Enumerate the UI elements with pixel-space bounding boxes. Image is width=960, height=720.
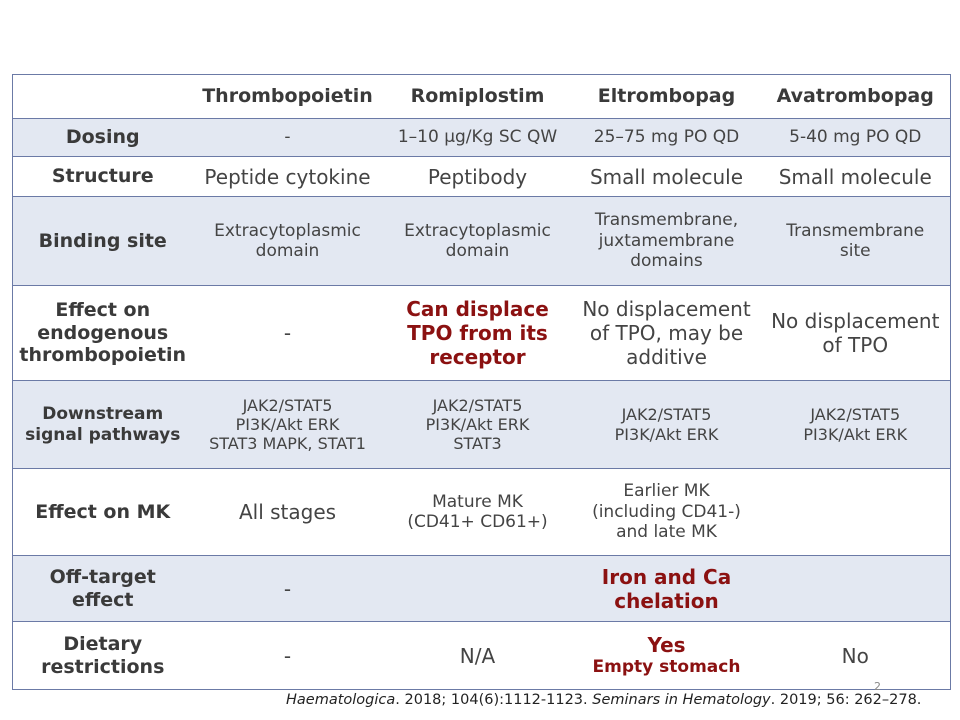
cell-dosing-romiplostim: 1–10 µg/Kg SC QW bbox=[383, 119, 573, 157]
cell-effect-tpo-romiplostim bbox=[383, 286, 573, 381]
cell-dosing-avatrombopag: 5-40 mg PO QD bbox=[761, 119, 951, 157]
citation-ref-1: . 2018; 104(6):1112-1123. bbox=[395, 692, 593, 708]
cell-effect-mk-thrombopoietin: All stages bbox=[193, 469, 383, 556]
cell-line: PI3K/Akt ERK bbox=[425, 414, 530, 434]
cell-structure-eltrombopag: Small molecule bbox=[573, 157, 761, 197]
row-label-line: Effect on bbox=[55, 298, 151, 321]
cell-dietary-thrombopoietin: - bbox=[193, 622, 383, 690]
cell-line: domain bbox=[445, 241, 510, 261]
cell-dietary-romiplostim: N/A bbox=[383, 622, 573, 690]
citation-ref-2: . 2019; 56: 262–278. bbox=[770, 692, 922, 708]
cell-binding-romiplostim bbox=[383, 197, 573, 286]
cell-dietary-avatrombopag: No bbox=[761, 622, 951, 690]
row-label-dosing: Dosing bbox=[13, 119, 193, 157]
row-off-target bbox=[13, 556, 951, 622]
row-label-line: Dietary bbox=[63, 632, 143, 655]
cell-off-target-thrombopoietin: - bbox=[193, 556, 383, 622]
cell-binding-eltrombopag bbox=[573, 197, 761, 286]
row-label-structure: Structure bbox=[13, 157, 193, 197]
page-number: 2 bbox=[874, 680, 881, 693]
cell-effect-tpo-eltrombopag bbox=[573, 286, 761, 381]
cell-line: JAK2/STAT5 bbox=[810, 405, 901, 425]
cell-line: TPO from its bbox=[407, 321, 548, 345]
cell-line: Yes bbox=[647, 633, 686, 658]
row-structure bbox=[13, 157, 951, 197]
cell-line: Empty stomach bbox=[592, 657, 741, 678]
row-downstream-pathways bbox=[13, 381, 951, 469]
cell-off-target-avatrombopag bbox=[761, 556, 951, 622]
row-label-line: Downstream bbox=[42, 404, 164, 425]
cell-line: of TPO, may be bbox=[589, 321, 744, 345]
header-row bbox=[13, 75, 951, 119]
cell-effect-mk-avatrombopag bbox=[761, 469, 951, 556]
cell-line: site bbox=[839, 241, 871, 261]
column-header-romiplostim: Romiplostim bbox=[383, 75, 573, 119]
corner-cell bbox=[13, 75, 193, 119]
cell-off-target-romiplostim bbox=[383, 556, 573, 622]
cell-downstream-thrombopoietin bbox=[193, 381, 383, 469]
cell-line: STAT3 bbox=[453, 434, 502, 454]
cell-line: domains bbox=[630, 251, 703, 272]
row-label-effect-endogenous-tpo bbox=[13, 286, 193, 381]
cell-line: receptor bbox=[429, 345, 526, 369]
cell-line: PI3K/Akt ERK bbox=[614, 424, 719, 444]
cell-structure-avatrombopag: Small molecule bbox=[761, 157, 951, 197]
row-label-effect-mk: Effect on MK bbox=[13, 469, 193, 556]
row-label-downstream-pathways bbox=[13, 381, 193, 469]
row-effect-endogenous-tpo bbox=[13, 286, 951, 381]
row-dosing bbox=[13, 119, 951, 157]
cell-line: PI3K/Akt ERK bbox=[235, 414, 340, 434]
comparison-table bbox=[12, 74, 951, 690]
cell-structure-thrombopoietin: Peptide cytokine bbox=[193, 157, 383, 197]
cell-downstream-romiplostim bbox=[383, 381, 573, 469]
cell-binding-thrombopoietin bbox=[193, 197, 383, 286]
row-label-line: endogenous bbox=[37, 321, 169, 344]
cell-line: Extracytoplasmic bbox=[214, 220, 361, 241]
cell-line: Transmembrane, bbox=[594, 210, 739, 231]
cell-line: (CD41+ CD61+) bbox=[407, 512, 548, 532]
cell-line: JAK2/STAT5 bbox=[621, 405, 712, 425]
cell-line: juxtamembrane bbox=[598, 230, 735, 251]
cell-line: Mature MK bbox=[432, 491, 523, 512]
cell-line: No displacement bbox=[771, 309, 940, 333]
column-header-thrombopoietin: Thrombopoietin bbox=[193, 75, 383, 119]
cell-line: STAT3 MAPK, STAT1 bbox=[209, 434, 366, 454]
cell-structure-romiplostim: Peptibody bbox=[383, 157, 573, 197]
cell-line: Can displace bbox=[406, 297, 549, 321]
cell-effect-mk-eltrombopag bbox=[573, 469, 761, 556]
cell-line: Transmembrane bbox=[786, 220, 925, 241]
citation-journal-2: Seminars in Hematology bbox=[592, 692, 771, 708]
row-binding-site bbox=[13, 197, 951, 286]
cell-line: Extracytoplasmic bbox=[404, 220, 551, 241]
row-label-binding-site: Binding site bbox=[13, 197, 193, 286]
cell-line: additive bbox=[626, 345, 707, 369]
cell-line: JAK2/STAT5 bbox=[242, 395, 333, 415]
citation bbox=[286, 692, 921, 708]
cell-effect-tpo-avatrombopag bbox=[761, 286, 951, 381]
cell-line: domain bbox=[255, 241, 320, 261]
row-label-line: signal pathways bbox=[25, 424, 181, 445]
cell-effect-mk-romiplostim bbox=[383, 469, 573, 556]
cell-downstream-eltrombopag bbox=[573, 381, 761, 469]
row-effect-mk bbox=[13, 469, 951, 556]
cell-line: Earlier MK bbox=[623, 481, 710, 502]
cell-effect-tpo-thrombopoietin: - bbox=[193, 286, 383, 381]
cell-line: of TPO bbox=[822, 333, 889, 357]
cell-dietary-eltrombopag bbox=[573, 622, 761, 690]
column-header-eltrombopag: Eltrombopag bbox=[573, 75, 761, 119]
cell-off-target-eltrombopag bbox=[573, 556, 761, 622]
cell-line: and late MK bbox=[616, 522, 717, 543]
cell-downstream-avatrombopag bbox=[761, 381, 951, 469]
cell-binding-avatrombopag bbox=[761, 197, 951, 286]
row-label-line: thrombopoietin bbox=[19, 344, 187, 367]
column-header-avatrombopag: Avatrombopag bbox=[761, 75, 951, 119]
cell-line: PI3K/Akt ERK bbox=[803, 424, 908, 444]
cell-line: JAK2/STAT5 bbox=[432, 395, 523, 415]
cell-dosing-eltrombopag: 25–75 mg PO QD bbox=[573, 119, 761, 157]
cell-line: Iron and Ca bbox=[601, 564, 732, 589]
cell-line: chelation bbox=[614, 588, 719, 613]
row-label-off-target: Off-target effect bbox=[13, 556, 193, 622]
row-label-line: restrictions bbox=[41, 655, 165, 678]
cell-line: (including CD41-) bbox=[592, 501, 741, 522]
cell-dosing-thrombopoietin: - bbox=[193, 119, 383, 157]
row-label-dietary bbox=[13, 622, 193, 690]
citation-journal-1: Haematologica bbox=[286, 692, 396, 708]
row-dietary bbox=[13, 622, 951, 690]
cell-line: No displacement bbox=[582, 297, 751, 321]
